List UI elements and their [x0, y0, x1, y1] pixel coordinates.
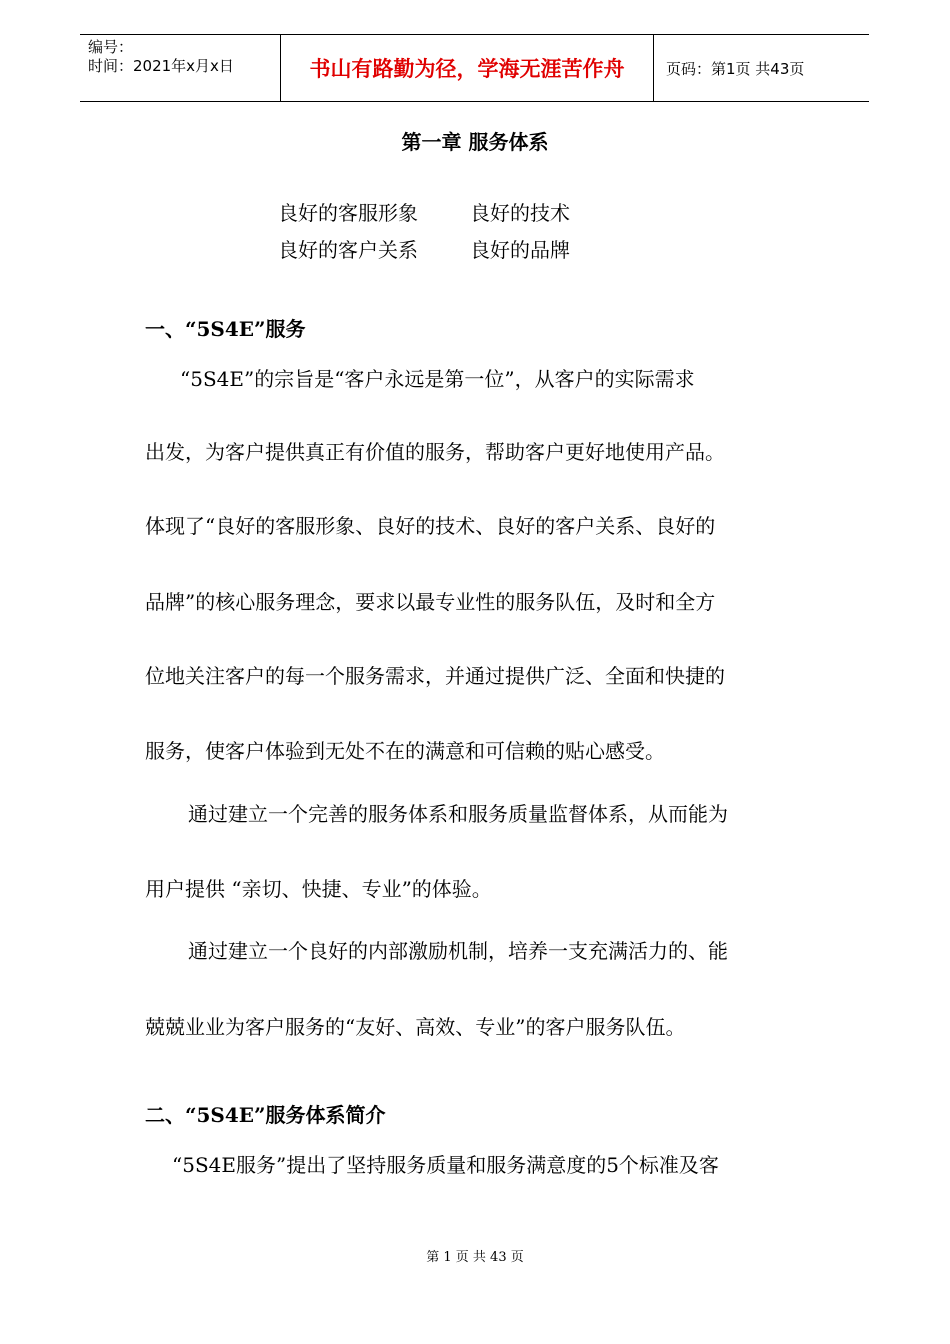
principle-item: 良好的客户关系 [278, 238, 418, 262]
paragraph-line: 位地关注客户的每一个服务需求，并通过提供广泛、全面和快捷的 [145, 664, 725, 688]
paragraph-line: 服务，使客户体验到无处不在的满意和可信赖的贴心感受。 [145, 739, 665, 763]
header-page-info: 页码：第1页 共43页 [666, 59, 805, 78]
paragraph-line: “5S4E”的宗旨是“客户永远是第一位”，从客户的实际需求 [180, 367, 695, 391]
header-motto: 书山有路勤为径，学海无涯苦作舟 [280, 35, 654, 101]
paragraph-line: “5S4E服务”提出了坚持服务质量和服务满意度的5个标准及客 [172, 1153, 719, 1177]
paragraph-line: 品牌”的核心服务理念，要求以最专业性的服务队伍，及时和全方 [145, 590, 716, 614]
paragraph-line: 体现了“良好的客服形象、良好的技术、良好的客户关系、良好的 [145, 514, 716, 538]
header-meta [80, 35, 280, 101]
page-header [80, 34, 869, 102]
paragraph-line: 通过建立一个良好的内部激励机制，培养一支充满活力的、能 [188, 939, 728, 963]
document-date: 时间：2021年x月x日 [88, 57, 234, 75]
principle-item: 良好的品牌 [470, 238, 570, 262]
paragraph-line: 用户提供 “亲切、快捷、专业”的体验。 [145, 877, 492, 901]
service-principles [278, 195, 570, 269]
page-footer: 第 1 页 共 43 页 [426, 1250, 524, 1265]
chapter-title: 第一章 服务体系 [401, 130, 549, 154]
principles-row [278, 195, 570, 232]
section-heading: 二、“5S4E”服务体系简介 [145, 1103, 386, 1127]
paragraph-line: 兢兢业业为客户服务的“友好、高效、专业”的客户服务队伍。 [145, 1015, 686, 1039]
document-number-label: 编号： [88, 38, 134, 56]
section-heading: 一、“5S4E”服务 [145, 317, 306, 341]
principles-row [278, 232, 570, 269]
paragraph-line: 出发，为客户提供真正有价值的服务，帮助客户更好地使用产品。 [145, 440, 725, 464]
principle-item: 良好的技术 [470, 201, 570, 225]
principle-item: 良好的客服形象 [278, 201, 418, 225]
paragraph-line: 通过建立一个完善的服务体系和服务质量监督体系，从而能为 [188, 802, 728, 826]
